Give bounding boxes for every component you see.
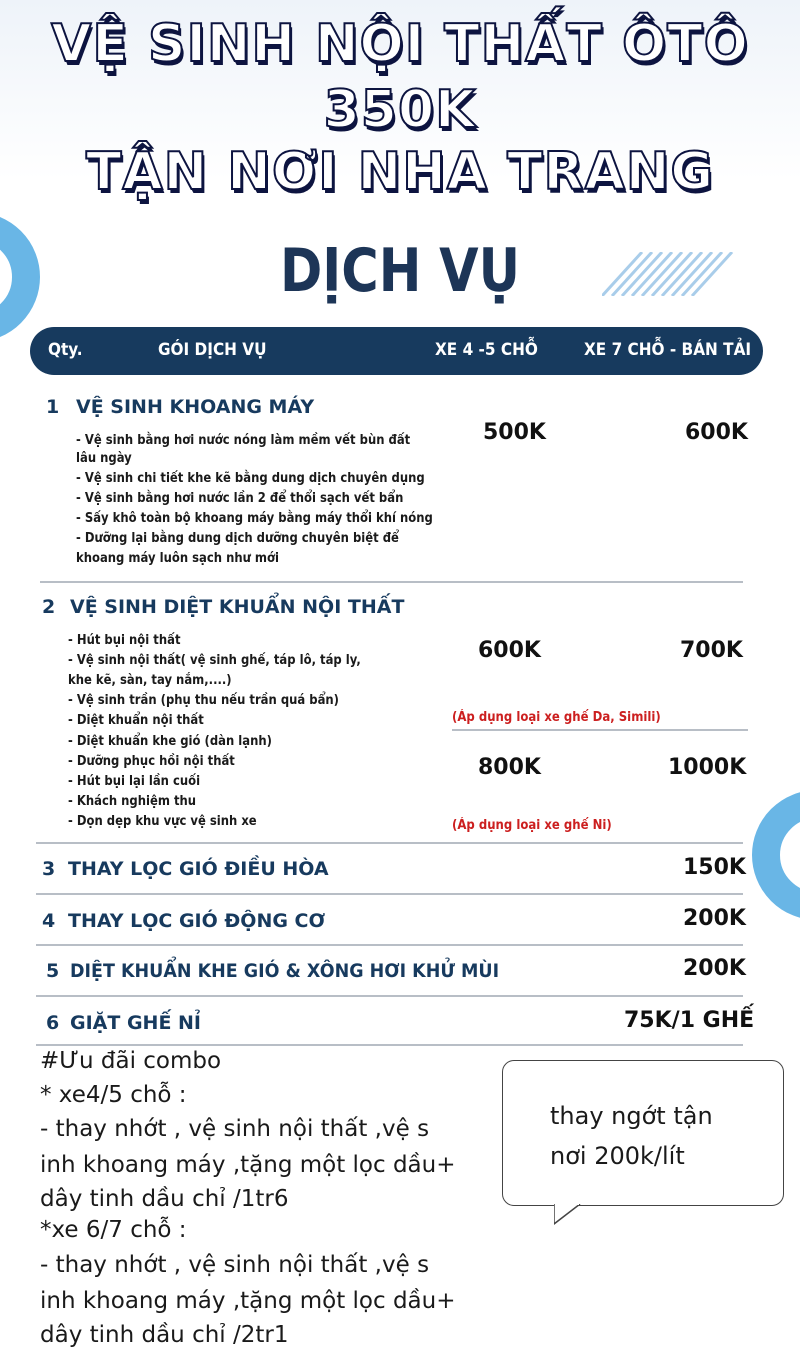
combo-line: * xe4/5 chỗ : [40,1082,187,1108]
row6-price: 75K/1 GHẾ [624,1008,755,1033]
decorative-stripes [602,252,737,296]
row2-leather-note: (Áp dụng loại xe ghế Da, Simili) [452,710,661,725]
row3-number: 3 [42,858,56,880]
decorative-ring-right [752,790,800,920]
row2-fabric-price-car7: 1000K [668,755,747,780]
row2-bullet: - Dọn dẹp khu vực vệ sinh xe [68,813,257,829]
row3-title: THAY LỌC GIÓ ĐIỀU HÒA [68,858,329,880]
row2-bullet: - Hút bụi nội thất [68,632,181,648]
bubble-text-line-2: nơi 200k/lít [550,1142,685,1170]
row2-bullet: - Dưỡng phục hồi nội thất [68,753,235,769]
row2-number: 2 [42,596,56,618]
row1-bullet: - Sấy khô toàn bộ khoang máy bằng máy thổi khí nóng [76,510,433,526]
row-divider [36,893,743,895]
row2-bullet: - Diệt khuẩn khe gió (dàn lạnh) [68,733,272,749]
row5-price: 200K [683,956,746,981]
row1-bullet: - Vệ sinh chi tiết khe kẽ bằng dung dịch chuyên dụng [76,470,425,486]
row6-number: 6 [46,1012,60,1034]
combo-line: dây tinh dầu chỉ /1tr6 [40,1186,289,1212]
bubble-text-line-1: thay ngớt tận [550,1102,713,1130]
row4-title: THAY LỌC GIÓ ĐỘNG CƠ [68,910,326,932]
combo-line: #Ưu đãi combo [40,1048,222,1074]
header-qty: Qty. [48,340,83,360]
row-divider [36,995,743,997]
combo-line: - thay nhớt , vệ sinh nội thất ,vệ s [40,1116,430,1142]
speech-bubble-tail [554,1204,582,1226]
combo-line: dây tinh dầu chỉ /2tr1 [40,1322,289,1348]
combo-line: inh khoang máy ,tặng một lọc dầu+ [40,1152,456,1178]
row2-bullet: - Vệ sinh nội thất( vệ sinh ghế, táp lô, táp ly, [68,652,361,668]
row4-number: 4 [42,910,56,932]
row6-title: GIẶT GHẾ NỈ [70,1012,202,1034]
sub-divider [452,729,748,731]
header-car45: XE 4 -5 CHỖ [435,340,538,360]
row2-title: VỆ SINH DIỆT KHUẨN NỘI THẤT [70,596,405,618]
row2-bullet: khe kẽ, sàn, tay nắm,....) [68,672,232,688]
header-package: GÓI DỊCH VỤ [158,340,267,360]
row2-fabric-price-car45: 800K [478,755,541,780]
row3-price: 150K [683,855,746,880]
row5-number: 5 [46,960,60,982]
row2-fabric-note: (Áp dụng loại xe ghế Ni) [452,818,612,833]
row-divider [40,581,743,583]
header-car7: XE 7 CHỖ - BÁN TẢI [584,340,752,360]
row1-price-car7: 600K [685,420,748,445]
row5-title: DIỆT KHUẨN KHE GIÓ & XÔNG HƠI KHỬ MÙI [70,960,500,982]
row-divider [36,944,743,946]
table-header [30,327,763,375]
row1-number: 1 [46,396,60,418]
row2-bullet: - Vệ sinh trần (phụ thu nếu trần quá bẩn) [68,692,339,708]
row1-bullet: - Vệ sinh bằng hơi nước lần 2 để thổi sạch vết bẩn [76,490,404,506]
row2-bullet: - Khách nghiệm thu [68,793,197,809]
row1-bullet: lâu ngày [76,450,132,466]
combo-line: *xe 6/7 chỗ : [40,1217,187,1243]
row1-title: VỆ SINH KHOANG MÁY [76,396,315,418]
combo-line: inh khoang máy ,tặng một lọc dầu+ [40,1288,456,1314]
row1-bullet: khoang máy luôn sạch như mới [76,550,279,566]
row2-leather-price-car45: 600K [478,638,541,663]
headline-line-3: TẬN NƠI NHA TRANG [85,142,715,202]
section-title: DỊCH VỤ [279,236,521,306]
headline-line-2: 350K [323,80,477,140]
row1-bullet: - Vệ sinh bằng hơi nước nóng làm mềm vết bùn đất [76,432,411,448]
headline-line-1: VỆ SINH NỘI THẤT ÔTÔ [51,14,749,74]
row4-price: 200K [683,906,746,931]
row1-bullet: - Dưỡng lại bằng dung dịch dưỡng chuyên biệt để [76,530,399,546]
row2-leather-price-car7: 700K [680,638,743,663]
row2-bullet: - Hút bụi lại lần cuối [68,773,201,789]
combo-line: - thay nhớt , vệ sinh nội thất ,vệ s [40,1252,430,1278]
row1-price-car45: 500K [483,420,546,445]
decorative-ring-left [0,212,40,342]
row-divider [36,842,743,844]
row2-bullet: - Diệt khuẩn nội thất [68,712,204,728]
